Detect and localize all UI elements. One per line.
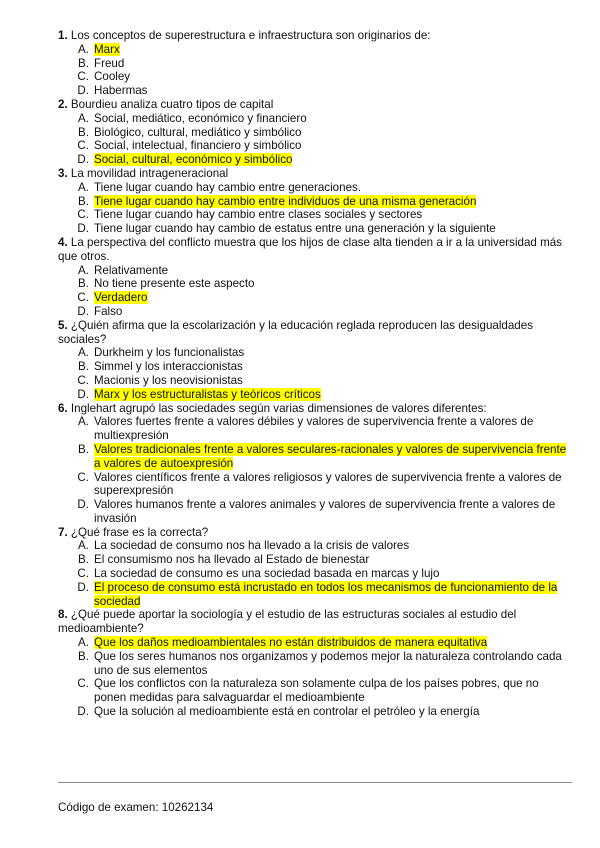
question-prompt: ¿Quién afirma que la escolarización y la educación reglada reproducen las desigualdades sociales?: [58, 318, 534, 346]
option-text: Durkheim y los funcionalistas: [94, 346, 245, 360]
question-number: 8.: [58, 608, 68, 622]
option-text: Relativamente: [94, 263, 169, 277]
answer-option: [58, 705, 574, 719]
question-block: [58, 167, 574, 236]
option-text-wrap: [94, 539, 574, 553]
option-text-wrap: [94, 360, 574, 374]
highlighted-answer-text: Marx y los estructuralistas y teóricos críticos: [94, 387, 321, 401]
option-list: [58, 539, 574, 608]
answer-option-correct: [58, 581, 574, 609]
question-number: 3.: [58, 166, 68, 180]
option-text: Que la solución al medioambiente está en controlar el petróleo y la energía: [94, 705, 480, 719]
question-prompt: La movilidad intrageneracional: [70, 166, 229, 180]
answer-option: [58, 650, 574, 678]
answer-option-correct: [58, 195, 574, 209]
answer-option: [58, 84, 574, 98]
option-text-wrap: [94, 126, 574, 140]
answer-option: [58, 277, 574, 291]
answer-option: [58, 471, 574, 499]
exam-code: Código de examen: 10262134: [58, 801, 214, 814]
option-text-wrap: [94, 581, 574, 609]
option-list: [58, 415, 574, 525]
option-text: No tiene presente este aspecto: [94, 277, 255, 291]
option-letter: C.: [77, 208, 89, 222]
answer-option: [58, 360, 574, 374]
option-list: [58, 112, 574, 167]
answer-option: [58, 346, 574, 360]
question-prompt: Los conceptos de superestructura e infraestructura son originarios de:: [70, 29, 431, 42]
exam-questions: [58, 29, 574, 719]
option-text: Freud: [94, 56, 125, 70]
option-letter: D.: [77, 304, 89, 318]
question-number: 1.: [58, 29, 68, 42]
highlighted-answer-text: Que los daños medioambientales no están distribuidos de manera equitativa: [94, 636, 488, 650]
option-text-wrap: [94, 388, 574, 402]
option-text-wrap: [94, 43, 574, 57]
option-text: El consumismo nos ha llevado al Estado de bienestar: [94, 553, 370, 567]
option-text-wrap: [94, 195, 574, 209]
option-text-wrap: [94, 553, 574, 567]
option-text-wrap: [94, 208, 574, 222]
option-letter: C.: [77, 470, 89, 484]
answer-option: [58, 553, 574, 567]
option-letter: D.: [77, 222, 89, 236]
option-text: Falso: [94, 304, 123, 318]
option-text-wrap: [94, 291, 574, 305]
option-letter: C.: [77, 70, 89, 84]
option-letter: D.: [77, 580, 89, 594]
highlighted-answer-text: Social, cultural, económico y simbólico: [94, 153, 293, 167]
question-prompt: ¿Qué puede aportar la sociología y el estudio de las estructuras sociales al estudio del medioambiente?: [58, 608, 517, 636]
answer-option: [58, 126, 574, 140]
option-text: La sociedad de consumo es una sociedad basada en marcas y lujo: [94, 567, 440, 581]
option-letter: A.: [78, 346, 89, 360]
option-text: Valores fuertes frente a valores débiles y valores de supervivencia frente a valores de multiexpresión: [94, 415, 534, 443]
option-text-wrap: [94, 84, 574, 98]
option-letter: A.: [78, 415, 89, 429]
option-letter: B.: [78, 125, 89, 139]
option-text: Que los conflictos con la naturaleza son solamente culpa de los países pobres, que no ponen medidas para salvaguardar el medioambiente: [94, 677, 539, 705]
option-letter: D.: [77, 84, 89, 98]
question-block: [58, 608, 574, 718]
question-prompt: ¿Qué frase es la correcta?: [70, 525, 209, 539]
option-text-wrap: [94, 222, 574, 236]
highlighted-answer-text: Verdadero: [94, 291, 148, 305]
question-number: 5.: [58, 318, 68, 332]
answer-option: [58, 374, 574, 388]
option-letter: D.: [77, 387, 89, 401]
option-text-wrap: [94, 305, 574, 319]
option-text: Habermas: [94, 84, 148, 98]
answer-option: [58, 139, 574, 153]
option-text-wrap: [94, 471, 574, 499]
answer-option: [58, 222, 574, 236]
option-letter: B.: [78, 360, 89, 374]
question-number: 6.: [58, 401, 68, 415]
option-letter: A.: [78, 180, 89, 194]
highlighted-answer-text: Tiene lugar cuando hay cambio entre individuos de una misma generación: [94, 194, 477, 208]
option-text-wrap: [94, 650, 574, 678]
question-text: [58, 319, 574, 347]
question-text: [58, 167, 574, 181]
option-text-wrap: [94, 415, 574, 443]
option-letter: A.: [78, 636, 89, 650]
answer-option: [58, 415, 574, 443]
option-text-wrap: [94, 374, 574, 388]
option-text-wrap: [94, 264, 574, 278]
answer-option: [58, 181, 574, 195]
option-letter: C.: [77, 139, 89, 153]
option-letter: B.: [78, 553, 89, 567]
question-block: [58, 236, 574, 319]
question-text: [58, 29, 574, 43]
option-list: [58, 181, 574, 236]
option-letter: A.: [78, 539, 89, 553]
highlighted-answer-text: El proceso de consumo está incrustado en todos los mecanismos de funcionamiento de la sociedad: [94, 580, 558, 608]
question-text: [58, 98, 574, 112]
answer-option-correct: [58, 153, 574, 167]
answer-option: [58, 112, 574, 126]
option-text-wrap: [94, 181, 574, 195]
option-text-wrap: [94, 498, 574, 526]
option-text-wrap: [94, 346, 574, 360]
option-letter: A.: [78, 263, 89, 277]
answer-option-correct: [58, 636, 574, 650]
option-text: Valores científicos frente a valores religiosos y valores de supervivencia frente a valores de superexpresión: [94, 470, 562, 498]
option-text: Social, intelectual, financiero y simbólico: [94, 139, 302, 153]
question-number: 2.: [58, 97, 68, 111]
option-letter: B.: [78, 56, 89, 70]
option-text: Tiene lugar cuando hay cambio de estatus entre una generación y la siguiente: [94, 222, 496, 236]
highlighted-answer-text: Marx: [94, 42, 120, 56]
option-text-wrap: [94, 139, 574, 153]
answer-option: [58, 539, 574, 553]
option-text-wrap: [94, 567, 574, 581]
option-letter: B.: [78, 442, 89, 456]
option-letter: D.: [77, 705, 89, 719]
option-text-wrap: [94, 112, 574, 126]
highlighted-answer-text: Valores tradicionales frente a valores seculares-racionales y valores de supervivencia frente a valores de autoexpresión: [94, 442, 567, 470]
answer-option: [58, 677, 574, 705]
option-text: Biológico, cultural, mediático y simbólico: [94, 125, 302, 139]
option-letter: B.: [78, 649, 89, 663]
answer-option-correct: [58, 43, 574, 57]
question-block: [58, 526, 574, 609]
answer-option: [58, 264, 574, 278]
answer-option: [58, 305, 574, 319]
question-text: [58, 236, 574, 264]
option-text: Valores humanos frente a valores animales y valores de supervivencia frente a valores de invasión: [94, 498, 556, 525]
option-list: [58, 636, 574, 719]
question-text: [58, 608, 574, 636]
question-block: [58, 319, 574, 402]
question-prompt: Inglehart agrupó las sociedades según varias dimensiones de valores diferentes:: [70, 401, 487, 415]
question-number: 7.: [58, 525, 68, 539]
option-letter: D.: [77, 498, 89, 512]
option-text: Que los seres humanos nos organizamos y podemos mejor la naturaleza controlando cada uno de sus elementos: [94, 649, 562, 677]
option-text: Simmel y los interaccionistas: [94, 360, 243, 374]
question-text: [58, 526, 574, 540]
question-number: 4.: [58, 235, 68, 249]
option-text-wrap: [94, 705, 574, 719]
option-letter: C.: [77, 373, 89, 387]
footer-divider: [58, 782, 572, 783]
option-list: [58, 43, 574, 98]
option-text: Tiene lugar cuando hay cambio entre generaciones.: [94, 180, 362, 194]
option-letter: B.: [78, 194, 89, 208]
option-text: Tiene lugar cuando hay cambio entre clases sociales y sectores: [94, 208, 423, 222]
question-block: [58, 29, 574, 98]
question-block: [58, 402, 574, 526]
option-text: Social, mediático, económico y financiero: [94, 111, 307, 125]
option-text: La sociedad de consumo nos ha llevado a la crisis de valores: [94, 539, 410, 553]
option-letter: C.: [77, 567, 89, 581]
option-letter: A.: [78, 42, 89, 56]
option-letter: C.: [77, 291, 89, 305]
answer-option-correct: [58, 443, 574, 471]
option-list: [58, 346, 574, 401]
question-prompt: La perspectiva del conflicto muestra que los hijos de clase alta tienden a ir a la universidad más que otros.: [58, 235, 562, 263]
option-letter: A.: [78, 111, 89, 125]
question-prompt: Bourdieu analiza cuatro tipos de capital: [70, 97, 274, 111]
option-text-wrap: [94, 277, 574, 291]
answer-option: [58, 70, 574, 84]
option-text-wrap: [94, 153, 574, 167]
option-text: Cooley: [94, 70, 131, 84]
option-text: Macionis y los neovisionistas: [94, 373, 243, 387]
option-letter: C.: [77, 677, 89, 691]
option-list: [58, 264, 574, 319]
answer-option: [58, 57, 574, 71]
question-text: [58, 402, 574, 416]
answer-option: [58, 208, 574, 222]
answer-option-correct: [58, 388, 574, 402]
answer-option-correct: [58, 291, 574, 305]
option-text-wrap: [94, 57, 574, 71]
option-text-wrap: [94, 636, 574, 650]
option-letter: D.: [77, 153, 89, 167]
option-text-wrap: [94, 677, 574, 705]
question-block: [58, 98, 574, 167]
answer-option: [58, 567, 574, 581]
option-text-wrap: [94, 443, 574, 471]
option-letter: B.: [78, 277, 89, 291]
option-text-wrap: [94, 70, 574, 84]
answer-option: [58, 498, 574, 526]
